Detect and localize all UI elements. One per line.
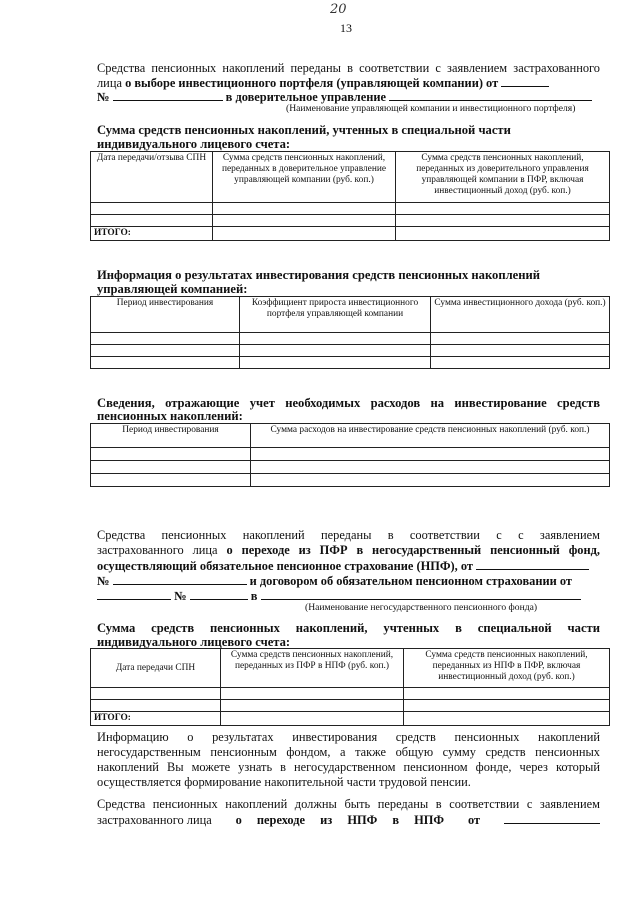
table2-heading-line2: управляющей компанией: [97, 282, 248, 296]
section1-caption: (Наименование управляющей компании и инвестиционного портфеля) [286, 103, 576, 114]
section3-from: от [467, 813, 481, 827]
table2-heading-line1: Информация о результатах инвестирования средств пенсионных накоплений [97, 268, 541, 282]
section2-mandatory-insurance: осуществляющий обязательное пенсионное страхование (НПФ), от [97, 559, 473, 573]
table-row [91, 448, 610, 461]
table1-total-label: ИТОГО: [91, 227, 213, 241]
table-row [91, 357, 610, 369]
table3-heading-line1: Сведения, отражающие учет необходимых расходов на инвестирование средств [97, 396, 600, 410]
table3-header-period: Период инвестирования [91, 424, 251, 448]
info-line1: Информацию о результатах инвестирования средств пенсионных накоплений [97, 730, 600, 744]
table-row [91, 461, 610, 474]
table2 [90, 296, 610, 369]
section1-number-blank [113, 89, 223, 101]
section2-number-blank [113, 573, 247, 585]
section2-contract-number-sign: № [174, 589, 187, 603]
table1 [90, 151, 610, 241]
table2-header-coefficient: Коэффициент прироста инвестиционного портфеля управляющей компании [240, 297, 431, 333]
table-row [91, 203, 610, 215]
section1-date-blank [501, 75, 549, 87]
table-row [91, 345, 610, 357]
section2-line3 [97, 558, 600, 574]
section2-date-blank [476, 558, 589, 570]
table4-header-to-npf: Сумма средств пенсионных накоплений, переданных из ПФР в НПФ (руб. коп.) [221, 649, 404, 688]
section3-insured-person: застрахованного лица [97, 813, 212, 827]
section1-portfolio-choice: о выборе инвестиционного портфеля (управляющей компании) от [125, 76, 499, 90]
info-line4: осуществляется формирование накопительной части трудовой пенсии. [97, 775, 471, 789]
table4-total-label: ИТОГО: [91, 712, 221, 726]
section2-in: в [250, 589, 258, 603]
table1-heading-line1: Сумма средств пенсионных накоплений, учтенных в специальной части [97, 123, 511, 137]
table3-heading-line2: пенсионных накоплений: [97, 409, 243, 423]
table-row [91, 700, 610, 712]
section3-date-blank [504, 812, 600, 824]
section3-line2 [97, 812, 600, 828]
section1-number-sign: № [97, 90, 110, 104]
table4-total-row [91, 712, 610, 726]
handwritten-mark: 20 [330, 2, 347, 17]
section3-npf-to-npf: о переходе из НПФ в НПФ [235, 813, 445, 827]
section2-contract-number-blank [190, 588, 248, 600]
table1-header-transferred: Сумма средств пенсионных накоплений, переданных в доверительное управление управляющей компании (руб. коп.) [213, 152, 396, 203]
section1-trust-management: в доверительное управление [225, 90, 387, 104]
info-line3: накоплений Вы можете узнать в негосударственном пенсионном фонде, через который [97, 760, 600, 774]
table1-header-returned: Сумма средств пенсионных накоплений, переданных из доверительного управления управляющей компании в ПФР, включая инвестиционный доход (руб. коп.) [396, 152, 610, 203]
table-row [91, 474, 610, 487]
table4-heading-line2: индивидуального лицевого счета: [97, 635, 291, 649]
table4-header-date: Дата передачи СПН [91, 649, 221, 688]
section2-fund-blank [261, 588, 581, 600]
section1-lica: лица [97, 76, 122, 90]
table1-header-date: Дата передачи/отзыва СПН [91, 152, 213, 203]
section1-company-blank [389, 89, 592, 101]
table4-header-from-npf: Сумма средств пенсионных накоплений, переданных из НПФ в ПФР, включая инвестиционный доход (руб. коп.) [404, 649, 610, 688]
page-number: 13 [340, 21, 352, 35]
section1-line1: Средства пенсионных накоплений переданы в соответствии с заявлением застрахованного [97, 61, 600, 75]
section2-contract-date-blank [97, 588, 171, 600]
section2-insured-person: застрахованного лица [97, 543, 218, 557]
table1-total-row [91, 227, 610, 241]
table4-heading-line1: Сумма средств пенсионных накоплений, учтенных в специальной части [97, 621, 600, 635]
section2-number-sign: № [97, 574, 110, 588]
table-row [91, 215, 610, 227]
section2-line4 [97, 573, 600, 589]
table1-heading-line2: индивидуального лицевого счета: [97, 137, 291, 151]
section2-caption: (Наименование негосударственного пенсионного фонда) [305, 602, 538, 613]
table2-header-period: Период инвестирования [91, 297, 240, 333]
section3-line1: Средства пенсионных накоплений должны быть переданы в соответствии с заявлением [97, 797, 600, 811]
section2-line2 [97, 543, 600, 558]
table-row [91, 333, 610, 345]
table3 [90, 423, 610, 487]
table2-header-income: Сумма инвестиционного дохода (руб. коп.) [431, 297, 610, 333]
section2-contract: и договором об обязательном пенсионном страховании от [249, 574, 572, 588]
table-row [91, 688, 610, 700]
table3-header-expenses: Сумма расходов на инвестирование средств пенсионных накоплений (руб. коп.) [251, 424, 610, 448]
section2-line1: Средства пенсионных накоплений переданы в соответствии с с заявлением [97, 528, 600, 542]
info-line2: негосударственным пенсионным фондом, а также общую сумму средств пенсионных [97, 745, 600, 759]
section2-transfer-to-npf: о переходе из ПФР в негосударственный пенсионный фонд, [226, 543, 600, 557]
table4 [90, 648, 610, 726]
